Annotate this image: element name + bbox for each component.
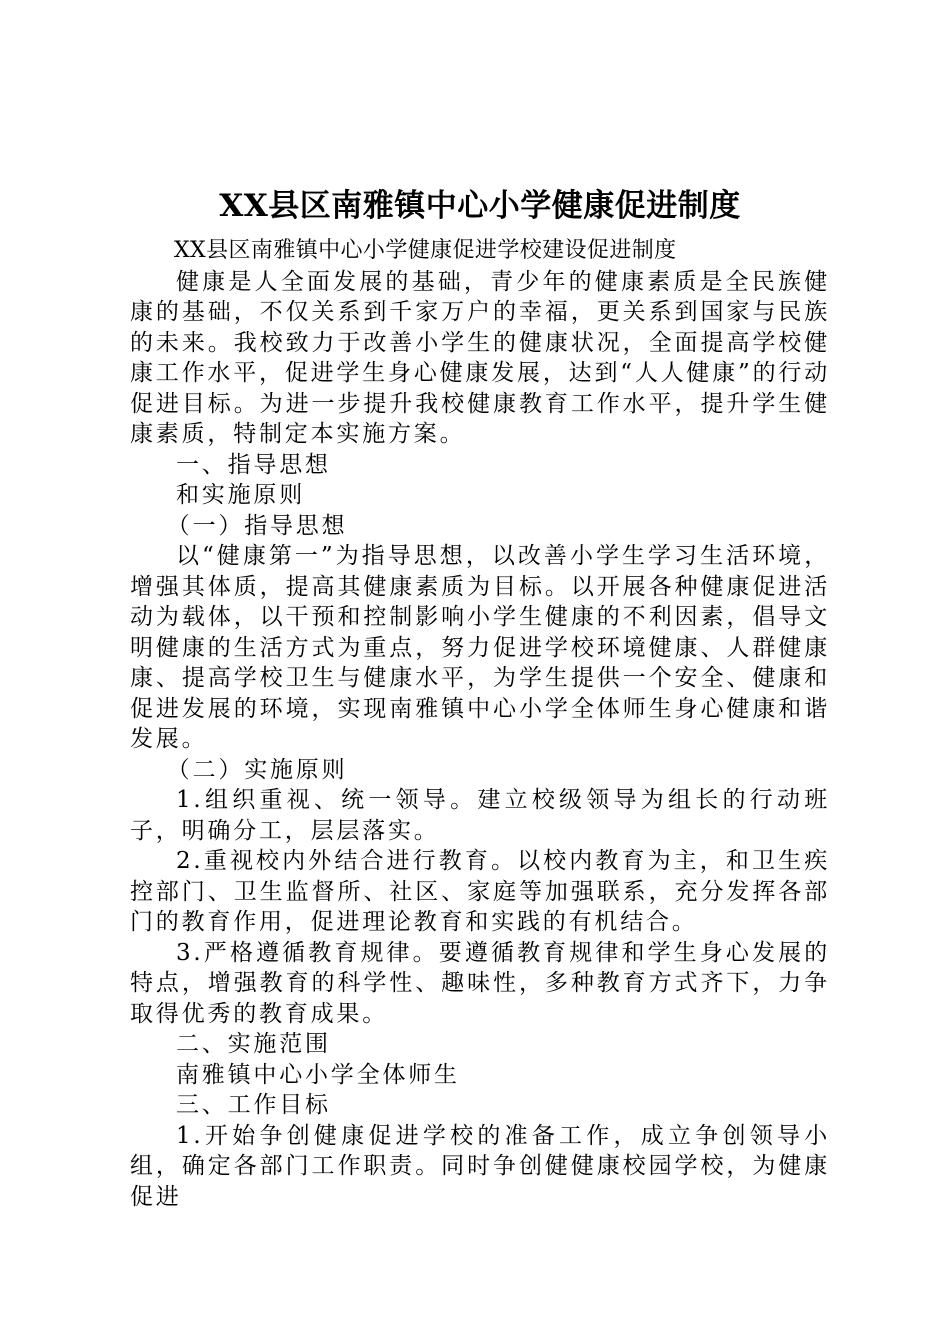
paragraph-intro: 健康是人全面发展的基础，青少年的健康素质是全民族健康的基础，不仅关系到千家万户的幸福，更关系到国家与民族的未来。我校致力于改善小学生的健康状况，全面提高学校健康工作水平，促进学生身心健康发展，达到“人人健康”的行动促进目标。为进一步提升我校健康教育工作水平，提升学生健康素质，特制定本实施方案。 [130,268,830,447]
paragraph-principle-1: 1.组织重视、统一领导。建立校级领导为组长的行动班子，明确分工，层层落实。 [130,787,830,844]
paragraph-goal-1: 1.开始争创健康促进学校的准备工作，成立争创领导小组，确定各部门工作职责。同时争创健健康校园学校，为健康促进 [130,1122,830,1210]
section-heading-guiding-thought: 一、指导思想 [176,451,331,478]
section-heading-principles: 和实施原则 [176,482,305,508]
subsection-heading-guiding-thought: （一）指导思想 [166,512,348,539]
paragraph-guiding-thought: 以“健康第一”为指导思想，以改善小学生学习生活环境，增强其体质，提高其健康素质为目标。以开展各种健康促进活动为载体，以干预和控制影响小学生健康的不利因素，倡导文明健康的生活方式为重点，努力促进学校环境健康、人群健康康、提高学校卫生与健康水平，为学生提供一个安全、健康和促进发展的环境，实现南雅镇中心小学全体师生身心健康和谐发展。 [130,543,830,752]
subsection-heading-principles: （二）实施原则 [166,756,348,783]
document-subtitle: XX县区南雅镇中心小学健康促进学校建设促进制度 [174,238,677,263]
document-title: XX县区南雅镇中心小学健康促进制度 [219,188,741,224]
paragraph-principle-3: 3.严格遵循教育规律。要遵循教育规律和学生身心发展的特点，增强教育的科学性、趣味性，多种教育方式齐下，力争取得优秀的教育成果。 [130,939,830,1027]
paragraph-scope: 南雅镇中心小学全体师生 [176,1061,460,1088]
paragraph-principle-2: 2.重视校内外结合进行教育。以校内教育为主，和卫生疾控部门、卫生监督所、社区、家庭等加强联系，充分发挥各部门的教育作用，促进理论教育和实践的有机结合。 [130,848,830,935]
document-page [130,178,830,1212]
section-heading-goals: 三、工作目标 [176,1092,331,1118]
section-heading-scope: 二、实施范围 [176,1031,331,1057]
